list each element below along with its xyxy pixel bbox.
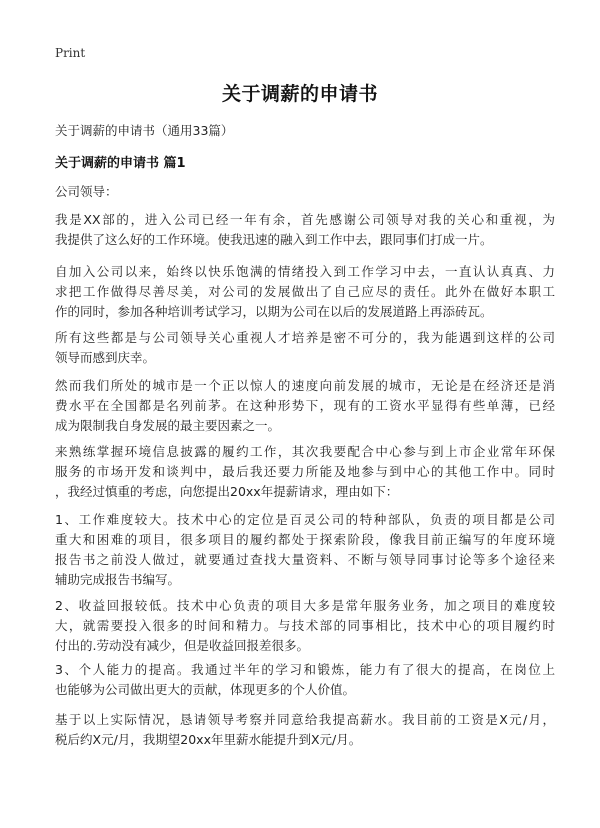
paragraph-5 [55,442,555,502]
paragraph-line: 付出的.劳动没有减少，但是收益回报差很多。 [55,638,309,653]
paragraph-line: ，我经过慎重的考虑，向您提出20xx年提薪请求，理由如下： [55,484,399,499]
paragraph-1 [55,210,555,250]
paragraph-line: 我提供了这么好的工作环境。使我迅速的融入到工作中去，跟同事们打成一片。 [55,232,493,247]
paragraph-8 [55,660,555,700]
paragraph-line: 作的同时，参加各种培训考试学习，以期为公司在以后的发展道路上再添砖瓦。 [55,304,493,319]
paragraph-line: 成为限制我自身发展的最主要因素之一。 [55,418,281,433]
paragraph-line: 辅助完成报告书编写。 [55,572,181,587]
salutation: 公司领导： [55,184,118,199]
paragraph-3 [55,328,555,368]
paragraph-line: 费水平在全国都是名列前茅。在这种形势下，现有的工资水平显得有些单薄，已经 [55,398,555,413]
paragraph-line: 基于以上实际情况，恳请领导考察并同意给我提高薪水。我目前的工资是X元/月， [55,712,555,727]
paragraph-7 [55,596,555,656]
paragraph-line: 所有这些都是与公司领导关心重视人才培养是密不可分的，我为能遇到这样的公司 [55,330,555,345]
paragraph-line: 报告书之前没人做过，就要通过查找大量资料、不断与领导同事讨论等多个途径来 [55,552,555,567]
section-heading: 关于调薪的申请书 篇1 [55,156,186,171]
paragraph-9 [55,710,555,750]
document-subtitle: 关于调薪的申请书（通用33篇） [55,123,234,138]
paragraph-line: 求把工作做得尽善尽美，对公司的发展做出了自己应尽的责任。此外在做好本职工 [55,284,555,299]
paragraph-line: 领导而感到庆幸。 [55,350,156,365]
paragraph-line: 2、收益回报较低。技术中心负责的项目大多是常年服务业务，加之项目的难度较 [55,598,555,613]
page-title: 关于调薪的申请书 [221,83,378,105]
paragraph-line: 我是XX部的，进入公司已经一年有余，首先感谢公司领导对我的关心和重视，为 [55,212,555,227]
paragraph-4 [55,376,555,436]
paragraph-2 [55,262,555,322]
paragraph-line: 自加入公司以来，始终以快乐饱满的情绪投入到工作学习中去，一直认认真真、力 [55,264,555,279]
paragraph-line: 1、工作难度较大。技术中心的定位是百灵公司的特种部队，负责的项目都是公司 [55,512,555,527]
print-label[interactable]: Print [55,46,86,60]
paragraph-line: 来熟练掌握环境信息披露的履约工作，其次我要配合中心参与到上市企业常年环保 [55,444,555,459]
paragraph-line: 也能够为公司做出更大的贡献，体现更多的个人价值。 [55,682,356,697]
paragraph-line: 然而我们所处的城市是一个正以惊人的速度向前发展的城市，无论是在经济还是消 [55,378,555,393]
paragraph-line: 大，就需要投入很多的时间和精力。与技术部的同事相比，技术中心的项目履约时 [55,618,555,633]
paragraph-line: 服务的市场开发和谈判中，最后我还要力所能及地参与到中心的其他工作中。同时 [55,464,555,479]
paragraph-line: 税后约X元/月，我期望20xx年里薪水能提升到X元/月。 [55,732,362,747]
paragraph-line: 重大和困难的项目，很多项目的履约都处于探索阶段，像我目前正编写的年度环境 [55,532,555,547]
paragraph-6 [55,510,555,590]
paragraph-line: 3、个人能力的提高。我通过半年的学习和锻炼，能力有了很大的提高，在岗位上 [55,662,555,677]
